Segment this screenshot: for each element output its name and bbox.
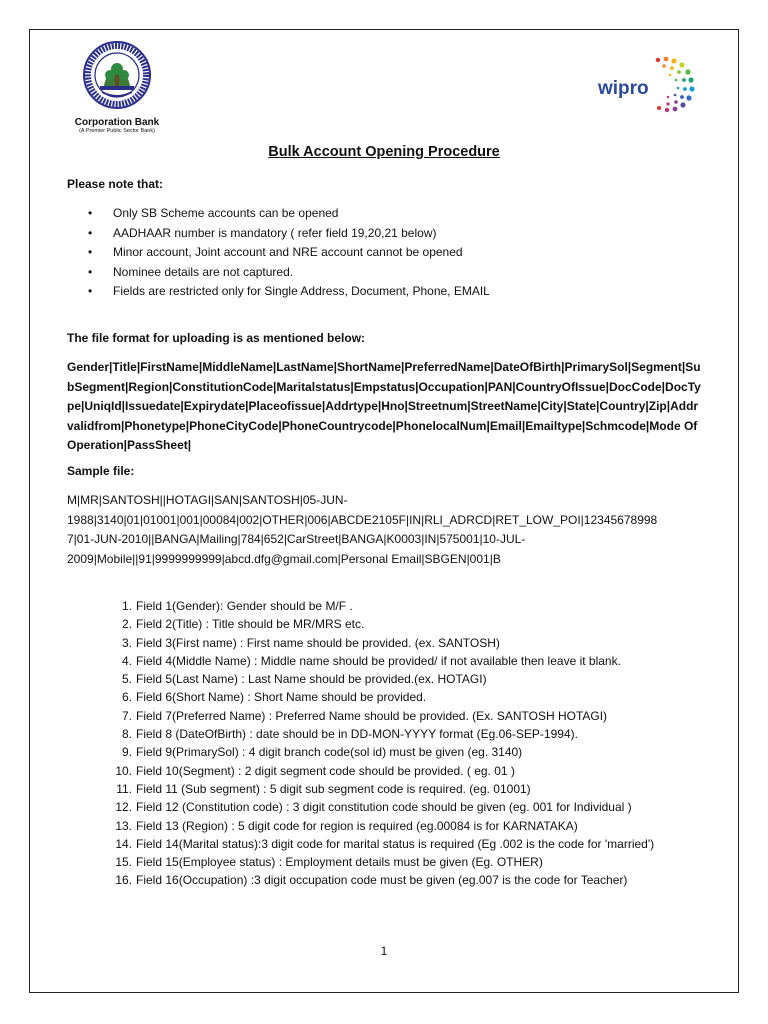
sample-line: 7|01-JUN-2010||BANGA|Mailing|784|652|CarStreet|BANGA|K0003|IN|575001|10-JUL-	[67, 532, 526, 547]
list-item: 7. Field 7(Preferred Name) : Preferred Name should be provided. (Ex. SANTOSH HOTAGI)	[121, 708, 608, 723]
intro-text: Please note that:	[67, 177, 164, 191]
bank-subtitle: (A Premier Public Sector Bank)	[79, 128, 155, 134]
wipro-wordmark: wipro	[598, 78, 649, 99]
sample-label: Sample file:	[67, 464, 135, 478]
format-intro: The file format for uploading is as mentioned below:	[67, 331, 366, 345]
wipro-logo	[596, 50, 706, 120]
list-item: 1. Field 1(Gender): Gender should be M/F .	[121, 599, 353, 613]
notes-list	[67, 204, 490, 302]
sample-line: M|MR|SANTOSH||HOTAGI|SAN|SANTOSH|05-JUN-	[67, 493, 348, 507]
list-item: 11. Field 11 (Sub segment) : 5 digit sub segment code is required. (eg. 01001)	[116, 781, 531, 796]
field-rules-list	[108, 597, 708, 890]
list-item: 2. Field 2(Title) : Title should be MR/MRS etc.	[121, 617, 365, 632]
list-item: 12. Field 12 (Constitution code) : 3 digit constitution code should be given (eg. 001 for Individual )	[115, 800, 632, 815]
sample-line: 2009|Mobile||91|9999999999|abcd.dfg@gmail.com|Personal Email|SBGEN|001|B	[67, 551, 501, 566]
list-item: 6. Field 6(Short Name) : Short Name should be provided.	[121, 690, 427, 705]
list-item: • Nominee details are not captured.	[67, 263, 490, 283]
list-item: • AADHAAR number is mandatory ( refer field 19,20,21 below)	[67, 224, 490, 244]
list-item: 13. Field 13 (Region) : 5 digit code for region is required (eg.00084 is for KARNATAKA)	[115, 818, 578, 833]
page-number: 1	[380, 944, 388, 958]
list-item: • Only SB Scheme accounts can be opened	[67, 204, 490, 224]
document-title: Bulk Account Opening Procedure	[268, 144, 500, 160]
list-item: 15. Field 15(Employee status) : Employment details must be given (Eg. OTHER)	[115, 855, 543, 870]
file-format-spec: Gender|Title|FirstName|MiddleName|LastName|ShortName|PreferredName|DateOfBirth|PrimarySol|Segment|SubSegment|Region|ConstitutionCode|Maritalstatus|Empstatus|Occupation|PAN|CountryOfIssue|DocCode|DocType|UniqId|Issuedate|Expirydate|Placeofissue|Addrtype|Hno|Streetnum|StreetName|City|State|Country|Zip|Addrvalidfrom|Phonetype|PhoneCityCode|PhoneCountrycode|PhonelocalNum|Email|Emailtype|Schmcode|Mode Of Operation|PassSheet|	[67, 360, 701, 453]
sample-line: 1988|3140|01|01001|001|00084|002|OTHER|006|ABCDE2105F|IN|RLI_ADRCD|RET_LOW_POI|12345678998	[67, 512, 658, 527]
list-item: • Minor account, Joint account and NRE account cannot be opened	[67, 243, 490, 263]
corporation-bank-logo	[62, 40, 172, 134]
bank-name: Corporation Bank	[74, 117, 160, 128]
list-item: 10. Field 10(Segment) : 2 digit segment code should be provided. ( eg. 01 )	[115, 763, 515, 778]
list-item: 8. Field 8 (DateOfBirth) : date should be in DD-MON-YYYY format (Eg.06-SEP-1994).	[121, 727, 578, 742]
bank-emblem-icon	[82, 40, 152, 110]
sample-file	[67, 491, 703, 569]
list-item: 9. Field 9(PrimarySol) : 4 digit branch code(sol id) must be given (eg. 3140)	[121, 745, 523, 760]
list-item: 16. Field 16(Occupation) :3 digit occupation code must be given (eg.007 is the code for Teacher)	[115, 873, 628, 888]
list-item: 3. Field 3(First name) : First name should be provided. (ex. SANTOSH)	[121, 635, 500, 650]
list-item: 5. Field 5(Last Name) : Last Name should be provided.(ex. HOTAGI)	[121, 672, 487, 687]
wipro-flower-icon	[656, 57, 695, 113]
list-item: • Fields are restricted only for Single Address, Document, Phone, EMAIL	[67, 282, 490, 302]
list-item: 14. Field 14(Marital status):3 digit code for marital status is required (Eg .002 is the code for 'married')	[115, 836, 655, 851]
list-item: 4. Field 4(Middle Name) : Middle name should be provided/ if not available then leave it blank.	[121, 653, 621, 668]
